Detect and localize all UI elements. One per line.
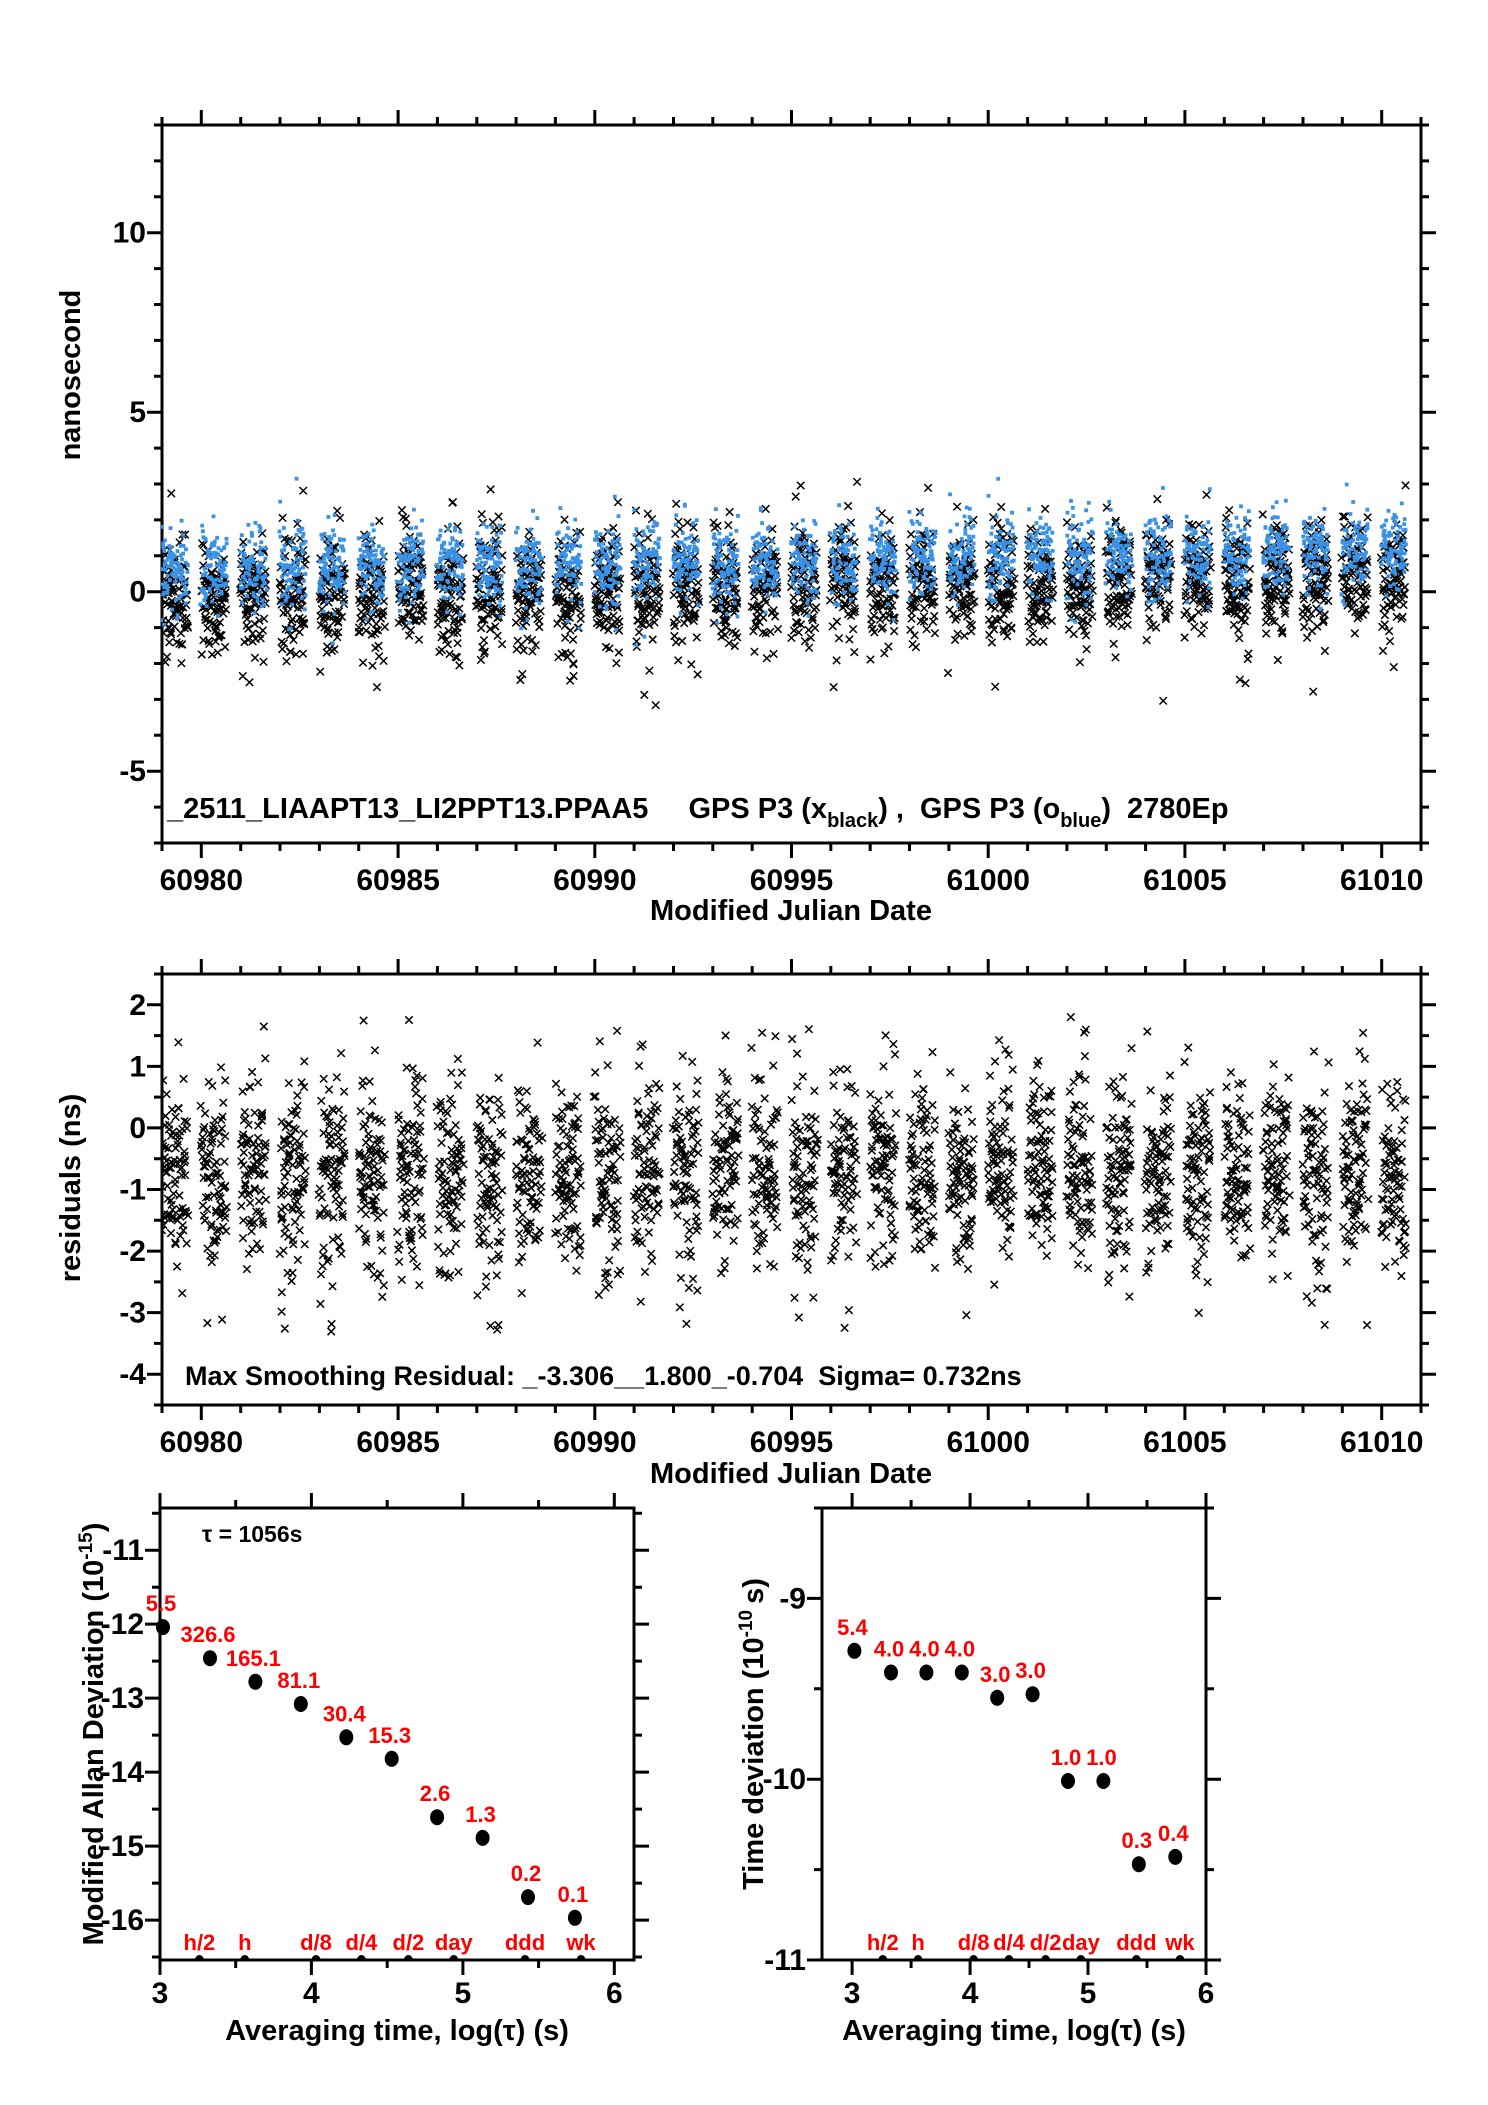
phase-xtick-label: 61005: [1143, 864, 1227, 897]
mdev-yaxis-label-close: ): [78, 1522, 110, 1533]
mdev-time-tick-label: wk: [566, 1930, 596, 1955]
tdev-baseline-marker: [914, 1955, 923, 1965]
tdev-time-tick-label: wk: [1165, 1930, 1195, 1955]
phase-frame: [162, 125, 1421, 843]
mdev-data-point: [385, 1751, 399, 1767]
mdev-time-tick-label: d/8: [300, 1930, 332, 1955]
tdev-yaxis-label-close: ): [738, 1578, 770, 1588]
mdev-yaxis-exponent: -15: [76, 1532, 97, 1560]
mdev-data-point-label: 30.4: [322, 1701, 366, 1727]
tdev-data-point: [1168, 1849, 1182, 1865]
tdev-yaxis-unit: s: [738, 1587, 770, 1604]
phase-axes: [113, 110, 1436, 897]
mdev-baseline-marker: [240, 1955, 249, 1965]
phase-ytick-label: 10: [112, 216, 146, 250]
resid-ytick-label: 1: [129, 1050, 146, 1084]
tdev-baseline-marker: [1132, 1955, 1141, 1965]
tdev-data-point: [1061, 1773, 1075, 1789]
mdev-baseline-marker: [449, 1955, 458, 1965]
tdev-time-tick-label: d/4: [993, 1930, 1025, 1955]
tdev-baseline-marker: [1005, 1955, 1014, 1965]
phase-xtick-label: 60980: [159, 864, 244, 897]
mdev-data-point-label: 0.1: [557, 1881, 589, 1907]
mdev-data-point: [521, 1889, 535, 1905]
tdev-frame: [822, 1508, 1206, 1960]
legend-series1-close: ) ,: [878, 793, 904, 825]
phase-xaxis-label: Modified Julian Date: [650, 895, 932, 927]
mdev-baseline-marker: [195, 1955, 204, 1965]
resid-ytick-label: -1: [119, 1173, 146, 1207]
mdev-ytick-label: -13: [100, 1682, 144, 1716]
phase-ytick-label: 0: [129, 575, 146, 609]
phase-ytick-label: -5: [119, 755, 146, 789]
mdev-data-point: [156, 1619, 170, 1635]
mdev-data-point: [294, 1696, 308, 1712]
tdev-data-point: [847, 1643, 861, 1659]
resid-xtick-label: 60990: [553, 1426, 637, 1459]
tdev-xaxis-label: Averaging time, log(τ) (s): [842, 2015, 1186, 2047]
mdev-data-point-label: 326.6: [180, 1622, 236, 1648]
tdev-ytick-label: -11: [764, 1944, 806, 1977]
legend-series2-label: GPS P3 (o: [920, 793, 1061, 825]
resid-xtick-label: 60995: [749, 1426, 834, 1459]
resid-ytick-label: 0: [129, 1111, 146, 1145]
legend-series2-close: ): [1101, 793, 1111, 825]
phase-yaxis-label: nanosecond: [55, 289, 87, 461]
legend-series1-label: GPS P3 (x: [688, 793, 828, 825]
tdev-xtick-label: 5: [1079, 1977, 1097, 2010]
tdev-time-tick-label: d/2: [1029, 1930, 1062, 1955]
mdev-time-tick-label: day: [434, 1930, 473, 1955]
mdev-xtick-label: 3: [151, 1977, 169, 2010]
tdev-data-point-label: 1.0: [1050, 1745, 1082, 1770]
legend-series2-subscript: blue: [1060, 810, 1102, 832]
phase-title: [166, 793, 1229, 832]
tdev-time-tick-label: day: [1061, 1930, 1100, 1955]
tdev-data-point: [884, 1665, 898, 1681]
tdev-data-point: [990, 1690, 1004, 1706]
mdev-xtick-label: 5: [454, 1977, 472, 2010]
mdev-xaxis-label: Averaging time, log(τ) (s): [225, 2015, 569, 2047]
mdev-data-point-label: 5.5: [145, 1591, 177, 1617]
tdev-points: [837, 1615, 1195, 1965]
legend-series1-subscript: black: [827, 810, 879, 832]
tdev-data-point-label: 1.0: [1086, 1745, 1117, 1770]
tdev-data-point: [1026, 1686, 1040, 1702]
mdev-yaxis-label: [76, 1523, 110, 1946]
mdev-data-point-label: 2.6: [419, 1781, 451, 1807]
phase-chart: [55, 110, 1436, 927]
mdev-data-point: [430, 1809, 444, 1825]
tdev-data-point-label: 3.0: [1015, 1658, 1046, 1684]
tdev-tick-marks: [807, 1493, 1221, 1975]
mdev-baseline-marker: [521, 1955, 530, 1965]
resid-xtick-label: 61005: [1143, 1426, 1227, 1459]
mdev-yaxis-label-text: Modified Allan Deviation (10: [78, 1559, 110, 1946]
residuals-yaxis-label: residuals (ns): [55, 1093, 87, 1283]
max-residual-note: Max Smoothing Residual: _-3.306__1.800_-0.704 Sigma= 0.732ns: [185, 1361, 1022, 1391]
tdev-data-point: [1132, 1856, 1146, 1872]
tdev-data-point: [1096, 1773, 1110, 1789]
resid-xtick-label: 60980: [159, 1426, 244, 1459]
mdev-baseline-marker: [577, 1955, 586, 1965]
resid-xtick-label: 60985: [356, 1426, 440, 1459]
tdev-data-point-label: 4.0: [873, 1636, 905, 1662]
resid-ytick-label: -3: [119, 1296, 146, 1330]
resid-ytick-label: -4: [119, 1358, 146, 1392]
mdev-data-point: [568, 1910, 582, 1926]
mdev-ytick-label: -12: [100, 1608, 144, 1642]
tdev-data-point-label: 0.3: [1121, 1828, 1153, 1854]
resid-points-clipped: [158, 1013, 1409, 1335]
mdev-baseline-marker: [357, 1955, 366, 1965]
tdev-data-point-label: 5.4: [837, 1614, 868, 1640]
mdev-ytick-label: -16: [100, 1904, 144, 1938]
tdev-ytick-label: -9: [779, 1582, 806, 1616]
mdev-chart: [76, 1493, 649, 2047]
mdev-data-point: [203, 1650, 217, 1666]
resid-ytick-label: -2: [119, 1235, 146, 1269]
mdev-time-tick-label: h/2: [183, 1930, 216, 1955]
mdev-data-point: [248, 1674, 262, 1690]
tdev-time-tick-label: d/8: [957, 1930, 990, 1955]
mdev-time-tick-label: ddd: [504, 1930, 546, 1955]
epoch-count: 2780Ep: [1127, 793, 1229, 825]
tdev-data-point-label: 4.0: [944, 1636, 976, 1662]
resid-xtick-label: 61000: [946, 1426, 1030, 1459]
mdev-baseline-marker: [404, 1955, 413, 1965]
mdev-points: [146, 1591, 597, 1965]
tdev-time-tick-label: h: [911, 1930, 925, 1955]
tdev-ytick-label: -10: [762, 1763, 806, 1797]
mdev-data-point-label: 81.1: [277, 1668, 321, 1693]
phase-xtick-label: 61010: [1339, 864, 1424, 897]
tdev-data-point: [919, 1665, 933, 1681]
phase-points-clipped: [157, 477, 1409, 709]
phase-xtick-label: 61000: [946, 864, 1030, 897]
tdev-data-point-label: 0.4: [1158, 1820, 1189, 1846]
mdev-ytick-label: -11: [102, 1534, 144, 1568]
tdev-xtick-label: 6: [1197, 1977, 1215, 2010]
mdev-data-point-label: 165.1: [225, 1645, 281, 1671]
tdev-data-point-label: 3.0: [979, 1661, 1011, 1687]
phase-scatter: [157, 477, 1409, 709]
tdev-xtick-label: 3: [843, 1977, 861, 2010]
phase-tick-marks: [147, 110, 1436, 858]
phase-xtick-label: 60990: [553, 864, 637, 897]
residuals-chart: [55, 959, 1436, 1490]
residuals-xaxis-label: Modified Julian Date: [650, 1458, 932, 1490]
mdev-ytick-label: -15: [100, 1830, 144, 1864]
resid-series-x: [158, 1013, 1409, 1335]
mdev-xtick-label: 4: [303, 1977, 320, 2010]
mdev-data-point-label: 15.3: [368, 1722, 412, 1748]
mdev-data-point: [339, 1729, 353, 1745]
mdev-data-point-label: 1.3: [465, 1801, 496, 1827]
tdev-baseline-marker: [1041, 1955, 1050, 1965]
resid-xtick-label: 61010: [1339, 1426, 1424, 1459]
tdev-baseline-marker: [878, 1955, 887, 1965]
tdev-time-tick-label: ddd: [1116, 1930, 1157, 1955]
tdev-xtick-label: 4: [961, 1977, 979, 2010]
tdev-chart: [736, 1493, 1221, 2047]
tdev-data-point: [955, 1665, 969, 1681]
tdev-yaxis-label-text: Time deviation (10: [738, 1637, 770, 1890]
tdev-baseline-marker: [1176, 1955, 1185, 1965]
mdev-data-point: [476, 1830, 490, 1846]
phase-series-square: [160, 477, 1408, 647]
resid-ytick-label: 2: [129, 988, 146, 1022]
phase-xtick-label: 60995: [749, 864, 834, 897]
tdev-baseline-marker: [1076, 1955, 1085, 1965]
tdev-data-point-label: 4.0: [909, 1636, 940, 1662]
phase-ytick-label: 5: [129, 396, 146, 430]
tdev-yaxis-exponent: -10: [736, 1609, 757, 1638]
residuals-scatter: [158, 1013, 1409, 1335]
mdev-xtick-label: 6: [605, 1977, 623, 2010]
mdev-ytick-label: -14: [100, 1756, 144, 1790]
mdev-time-tick-label: h: [238, 1930, 252, 1955]
tdev-time-tick-label: h/2: [866, 1930, 899, 1955]
mdev-time-tick-label: d/4: [345, 1930, 378, 1955]
tdev-yaxis-label: [736, 1578, 770, 1890]
dataset-id: _2511_LIAAPT13_LI2PPT13.PPAA5: [167, 793, 649, 825]
phase-xtick-label: 60985: [356, 864, 440, 897]
mdev-time-tick-label: d/2: [392, 1930, 425, 1955]
tau-annotation: τ = 1056s: [202, 1521, 303, 1547]
mdev-data-point-label: 0.2: [510, 1861, 542, 1887]
